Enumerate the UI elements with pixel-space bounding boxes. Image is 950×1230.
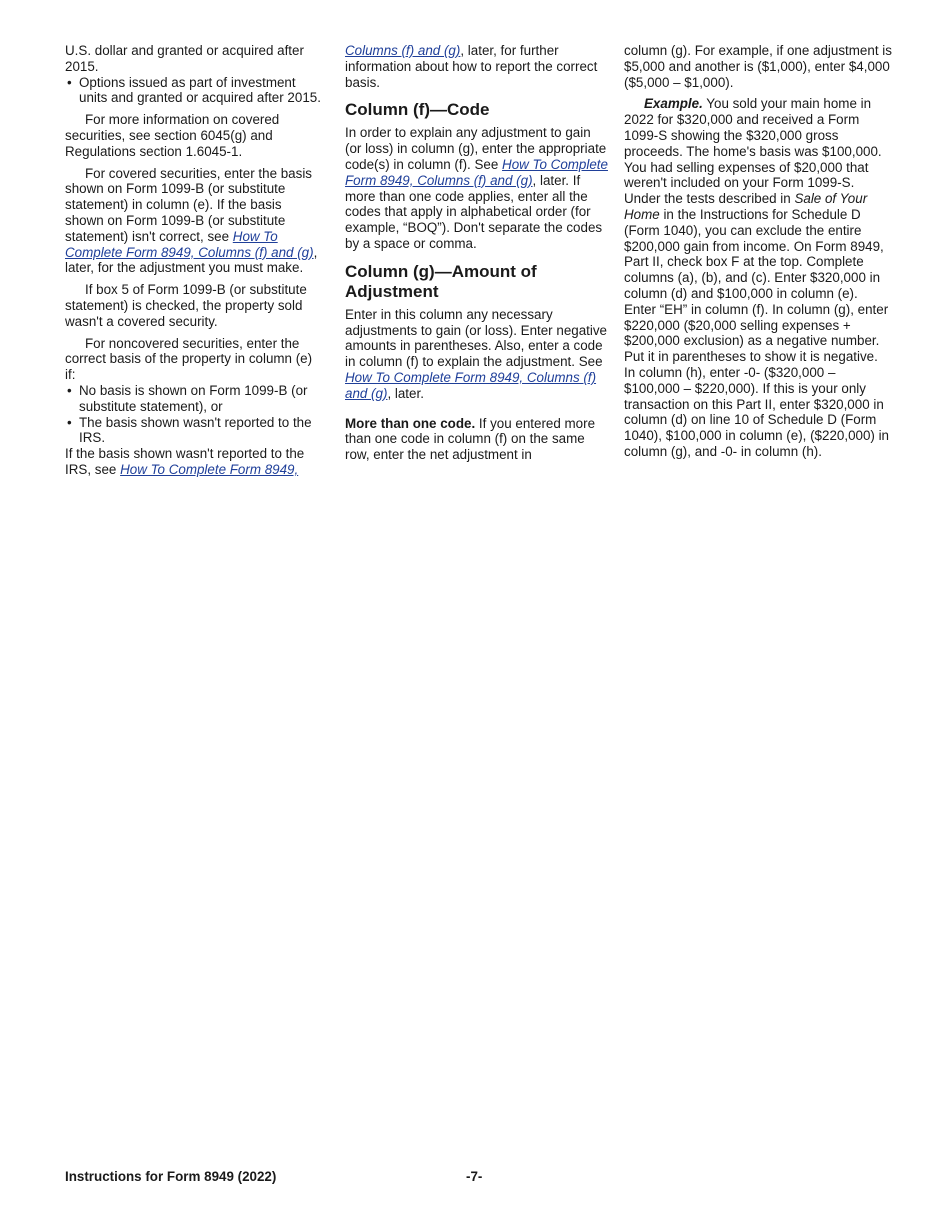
section-heading: Column (g)—Amount of Adjustment <box>345 261 537 301</box>
paragraph <box>345 416 609 463</box>
text: , later, for the adjustment you must make. <box>65 244 318 276</box>
column-right <box>624 43 892 460</box>
paragraph: For more information on covered securities, see section 6045(g) and Regulations section 1.6045-1. <box>65 112 280 159</box>
text: Enter in this column any necessary adjustments to gain (or loss). Enter negative amounts in parentheses. Also, enter a code in column (f) to explain the adjustment. See <box>345 306 607 370</box>
text: If the basis shown wasn't reported to the IRS, see <box>65 446 305 477</box>
cross-reference-link[interactable]: How To Complete Form 8949, Columns (f) and (g) <box>65 228 314 260</box>
page-number: -7- <box>466 1169 483 1184</box>
paragraph <box>345 43 609 90</box>
paragraph <box>345 125 609 251</box>
cross-reference-link[interactable]: How To Complete Form 8949, Columns (f) and (g) <box>345 369 597 401</box>
italic-reference: Sale of Your Home <box>624 191 868 222</box>
text: For covered securities, enter the basis shown on Form 1099-B (or substitute statement) in column (e). If the basis shown on Form 1099-B (or substitute statement) isn't correct, see <box>65 165 313 244</box>
text: In order to explain any adjustment to gain (or loss) in column (g), enter the appropriate code(s) in column (f). See <box>345 125 607 172</box>
paragraph: U.S. dollar and granted or acquired after 2015. <box>65 43 304 74</box>
text: , later. If more than one code applies, enter all the codes that apply in alphabetical order (for example, “BOQ”). Don't separate the codes by a space or comma. <box>345 172 603 251</box>
run-in-heading: Example. <box>644 96 703 112</box>
column-middle <box>345 43 609 463</box>
section-heading: Column (f)—Code <box>345 100 490 120</box>
paragraph: If box 5 of Form 1099-B (or substitute statement) is checked, the property sold wasn't a covered security. <box>65 282 307 329</box>
cross-reference-link[interactable]: Columns (f) and (g) <box>345 43 461 58</box>
bullet-item: • No basis is shown on Form 1099-B (or substitute statement), or <box>65 383 321 415</box>
paragraph <box>65 166 321 277</box>
cross-reference-link[interactable]: How To Complete Form 8949, Columns (f) and (g) <box>345 156 608 188</box>
paragraph <box>345 307 609 402</box>
text: in the Instructions for Schedule D (Form 1040), you can exclude the entire $200,000 gain from income. On Form 8949, Part II, check box F at the top. Complete columns (a), (b), and (c). Enter $320,000 in column (d) and $100,000 in column (e). Enter “EH” in column (f). In column (g), enter $220,000 ($20,000 selling expenses + $200,000 exclusion) as a negative number. Put it in parentheses to show it is negative. In column (h), enter -0- ($320,000 – $100,000 – $220,000). If this is your only transaction on this Part II, enter $320,000 in column (d) on line 10 of Schedule D (Form 1040), $100,000 in column (e), ($220,000) in column (g), and -0- in column (h). <box>624 206 890 459</box>
paragraph: column (g). For example, if one adjustment is $5,000 and another is ($1,000), enter $4,000 ($5,000 – $1,000). <box>624 43 892 90</box>
paragraph <box>624 96 892 459</box>
bullet-item: • Options issued as part of investment units and granted or acquired after 2015. <box>65 75 321 107</box>
bullet-item: • The basis shown wasn't reported to the IRS. <box>65 415 321 447</box>
text: , later. <box>387 385 424 401</box>
text: , later, for further information about how to report the correct basis. <box>345 43 598 90</box>
text: You sold your main home in 2022 for $320,000 and received a Form 1099-S showing the $320,000 gross proceeds. The home's basis was $100,000. You had selling expenses of $20,000 that weren't included on your Form 1099-S. Under the tests described in <box>624 96 882 207</box>
run-in-heading: More than one code. <box>345 415 476 431</box>
text: If you entered more than one code in column (f) on the same row, enter the net adjustment in <box>345 415 596 463</box>
cross-reference-link[interactable]: How To Complete Form 8949, <box>120 461 299 477</box>
column-left <box>65 43 321 478</box>
paragraph: For noncovered securities, enter the correct basis of the property in column (e) if: <box>65 335 313 383</box>
paragraph <box>65 446 321 478</box>
footer-title: Instructions for Form 8949 (2022) <box>65 1169 277 1184</box>
